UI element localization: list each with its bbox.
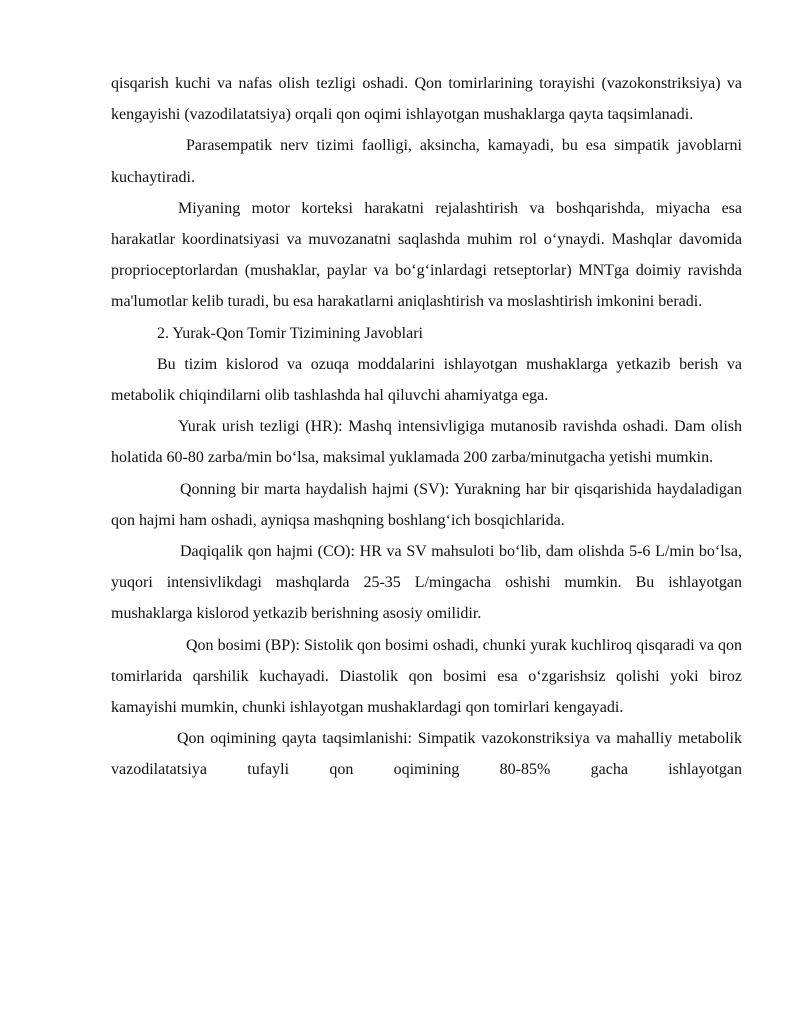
paragraph-stroke-volume: Qonning bir marta haydalish hajmi (SV): Yurakning har bir qisqarishida haydaladigan qon hajmi ham oshadi, ayniqsa mashqning boshlang‘ich bosqichlarida.	[111, 480, 742, 529]
paragraph-system-role: Bu tizim kislorod va ozuqa moddalarini ishlayotgan mushaklarga yetkazib berish va metabolik chiqindilarni olib tashlashda hal qiluvchi ahamiyatga ega.	[111, 355, 742, 405]
paragraph-blood-pressure: Qon bosimi (BP): Sistolik qon bosimi oshadi, chunki yurak kuchliroq qisqaradi va qon tomirlarida qarshilik kuchayadi. Diastolik qon bosimi esa o‘zgarishsiz qolishi yoki biroz kamayishi mumkin, chunki ishlayotgan mushaklardagi qon tomirlari kengayadi.	[111, 636, 742, 717]
document-page	[111, 68, 742, 786]
paragraph-motor-cortex: Miyaning motor korteksi harakatni rejalashtirish va boshqarishda, miyacha esa harakatlar koordinatsiyasi va muvozanatni saqlashda muhim rol o‘ynaydi. Mashqlar davomida proprioceptorlardan (mushaklar, paylar va bo‘g‘inlardagi retseptorlar) MNTga doimiy ravishda ma'lumotlar kelib turadi, bu esa harakatlarni aniqlashtirish va moslashtirish imkonini beradi.	[111, 199, 742, 311]
paragraph-heart-rate: Yurak urish tezligi (HR): Mashq intensivligiga mutanosib ravishda oshadi. Dam olish holatida 60-80 zarba/min bo‘lsa, maksimal yuklamada 200 zarba/minutgacha yetishi mumkin.	[111, 418, 742, 467]
paragraph-parasympathetic: Parasempatik nerv tizimi faolligi, aksincha, kamayadi, bu esa simpatik javoblarni kuchaytiradi.	[111, 137, 742, 186]
paragraph-blood-flow-intro: qisqarish kuchi va nafas olish tezligi oshadi. Qon tomirlarining torayishi (vazokonstriksiya) va kengayishi (vazodilatatsiya) orqali qon oqimi ishlayotgan mushaklarga qayta taqsimlanadi.	[111, 75, 742, 124]
paragraph-redistribution: Qon oqimining qayta taqsimlanishi: Simpatik vazokonstriksiya va mahalliy metabolik vazodilatatsiya tufayli qon oqimining 80-85% gacha ishlayotgan	[111, 730, 742, 779]
section-heading-cardiovascular: 2. Yurak-Qon Tomir Tizimining Javoblari	[157, 324, 423, 342]
paragraph-cardiac-output: Daqiqalik qon hajmi (CO): HR va SV mahsuloti bo‘lib, dam olishda 5-6 L/min bo‘lsa, yuqori intensivlikdagi mashqlarda 25-35 L/mingacha oshishi mumkin. Bu ishlayotgan mushaklarga kislorod yetkazib berishning asosiy omilidir.	[111, 543, 742, 623]
